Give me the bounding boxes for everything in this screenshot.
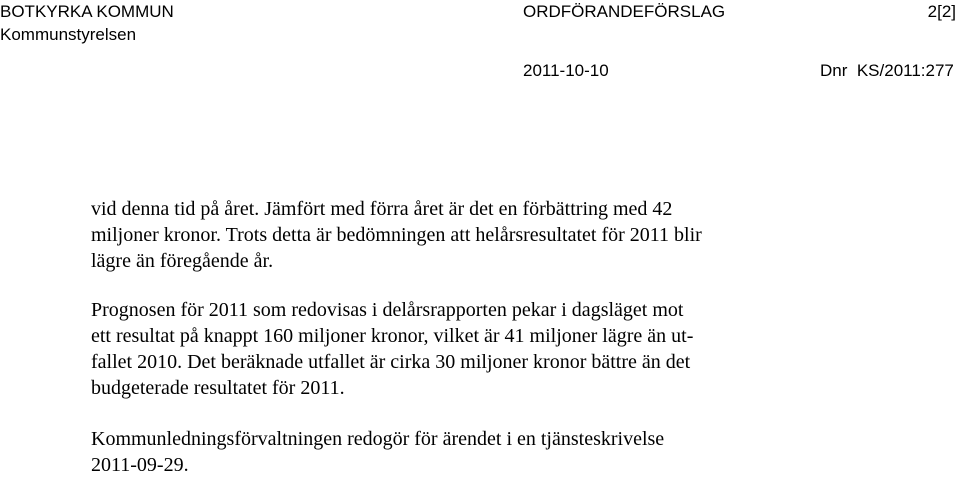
paragraph-line: fallet 2010. Det beräknade utfallet är cirka 30 miljoner kronor bättre än det <box>91 351 691 373</box>
department-name: Kommunstyrelsen <box>0 25 137 44</box>
document-type: ORDFÖRANDEFÖRSLAG <box>523 2 726 21</box>
reference-number: Dnr KS/2011:277 <box>820 61 954 80</box>
paragraph-line: 2011-09-29. <box>91 454 189 476</box>
paragraph-1 <box>91 196 951 274</box>
paragraph-line: ett resultat på knappt 160 miljoner kronor, vilket är 41 miljoner lägre än ut- <box>91 325 694 347</box>
paragraph-line: Kommunledningsförvaltningen redogör för ärendet i en tjänsteskrivelse <box>91 428 665 450</box>
paragraph-3 <box>91 426 951 478</box>
document-date: 2011-10-10 <box>523 61 609 80</box>
paragraph-line: miljoner kronor. Trots detta är bedömningen att helårsresultatet för 2011 blir <box>91 224 702 246</box>
paragraph-line: lägre än föregående år. <box>91 250 274 272</box>
organization-name: BOTKYRKA KOMMUN <box>0 2 174 21</box>
paragraph-2 <box>91 297 951 401</box>
paragraph-line: budgeterade resultatet för 2011. <box>91 377 345 399</box>
paragraph-line: Prognosen för 2011 som redovisas i delårsrapporten pekar i dagsläget mot <box>91 299 684 321</box>
page-number: 2[2] <box>927 2 956 21</box>
paragraph-line: vid denna tid på året. Jämfört med förra året är det en förbättring med 42 <box>91 198 673 220</box>
